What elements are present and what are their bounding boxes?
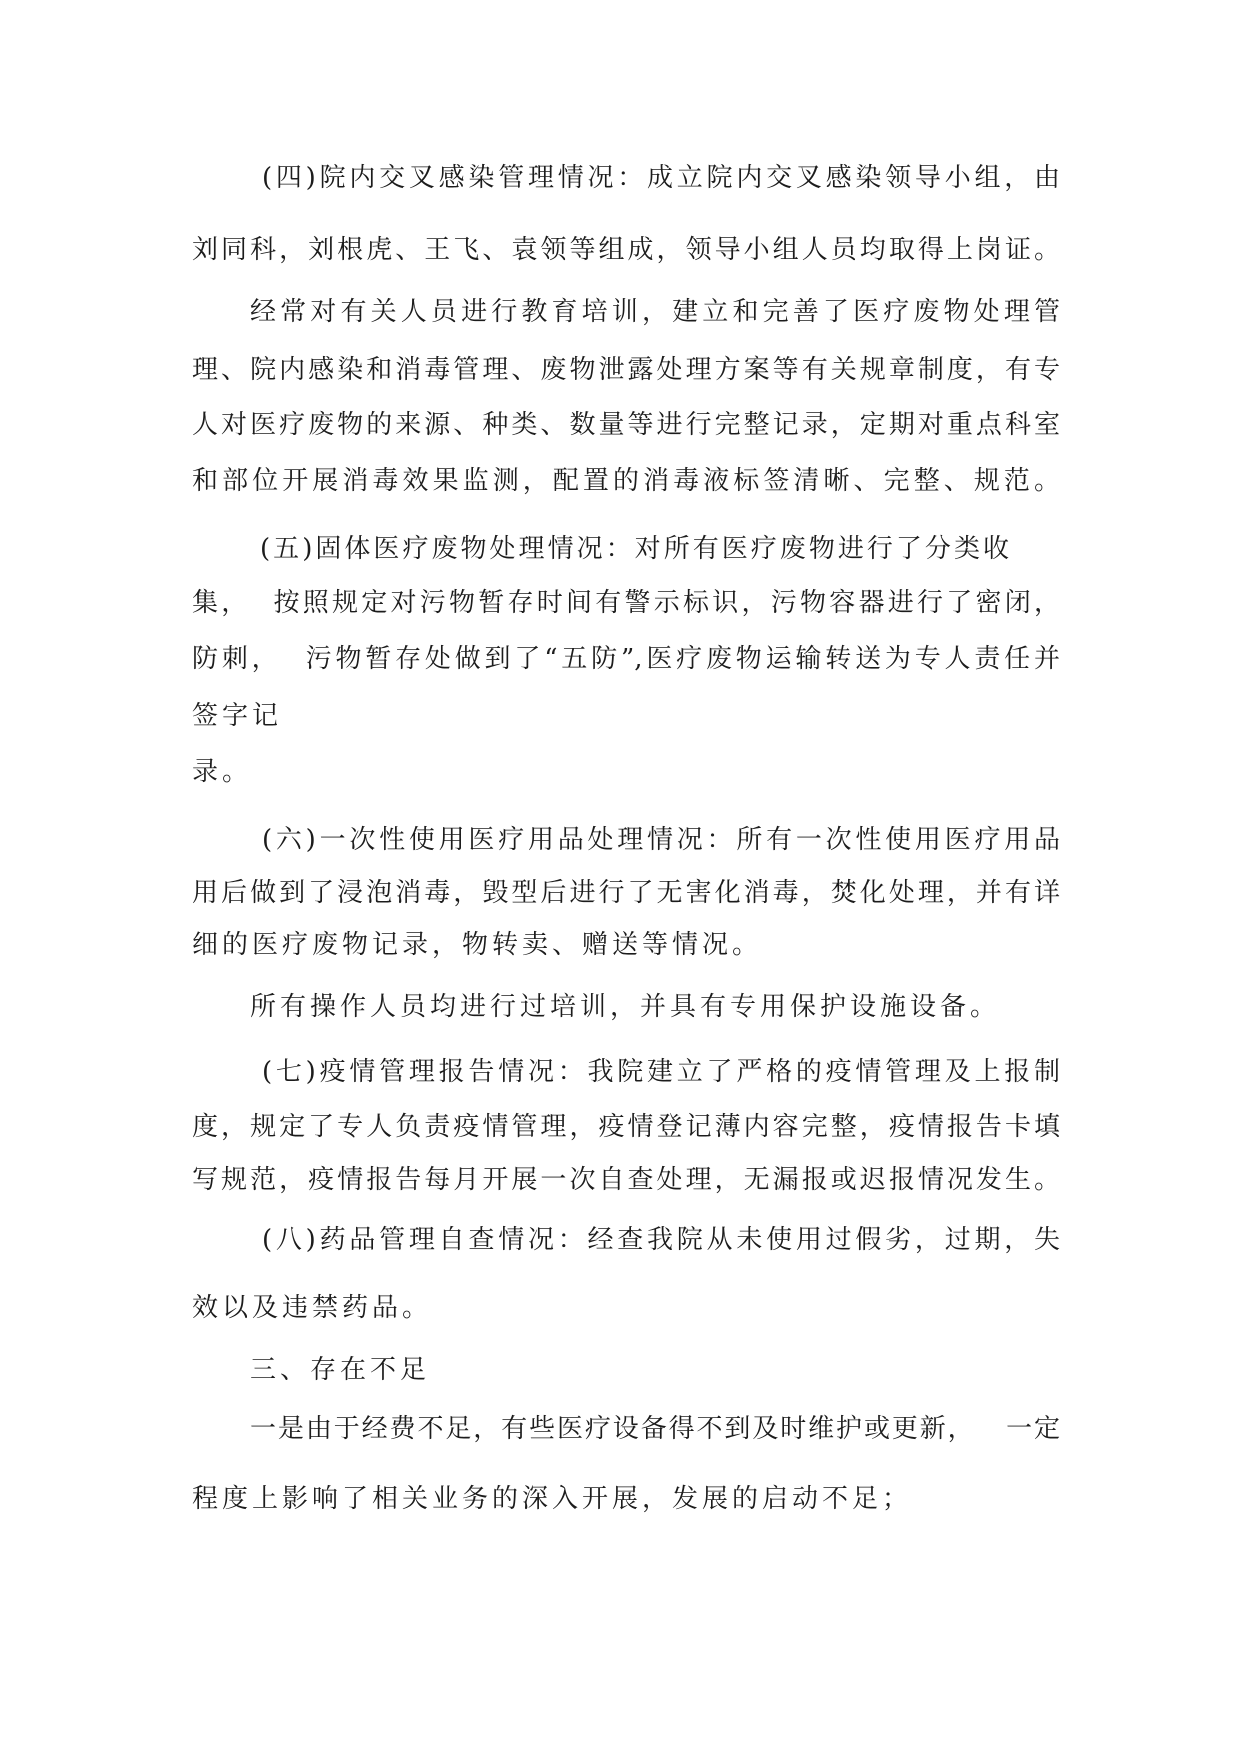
paragraph-training-line-4: 和部位开展消毒效果监测，配置的消毒液标签清晰、完整、规范。 (192, 466, 1060, 496)
paragraph-7-line-2: 度，规定了专人负责疫情管理，疫情登记薄内容完整，疫情报告卡填 (192, 1112, 1060, 1142)
paragraph-6-line-3: 细的医疗废物记录，物转卖、赠送等情况。 (192, 930, 763, 960)
section-heading-shortcomings: 三、存在不足 (250, 1355, 431, 1385)
paragraph-4-line-1: (四)院内交叉感染管理情况：成立院内交叉感染领导小组，由 (262, 163, 1060, 193)
paragraph-5-line-2: 集， 按照规定对污物暂存时间有警示标识，污物容器进行了密闭， (192, 588, 1060, 618)
paragraph-7-line-1: (七)疫情管理报告情况：我院建立了严格的疫情管理及上报制 (262, 1057, 1060, 1087)
paragraph-shortcoming-1-line-2: 程度上影响了相关业务的深入开展，发展的启动不足； (192, 1484, 913, 1514)
paragraph-6-line-1: (六)一次性使用医疗用品处理情况：所有一次性使用医疗用品 (262, 825, 1060, 855)
paragraph-training-line-2: 理、院内感染和消毒管理、废物泄露处理方案等有关规章制度，有专 (192, 355, 1060, 385)
paragraph-operators-line-1: 所有操作人员均进行过培训，并具有专用保护设施设备。 (250, 992, 1001, 1022)
paragraph-8-line-1: (八)药品管理自查情况：经查我院从未使用过假劣，过期，失 (262, 1225, 1060, 1255)
paragraph-5-line-3: 防刺， 污物暂存处做到了“五防”,医疗废物运输转送为专人责任并 (192, 644, 1060, 674)
paragraph-8-line-2: 效以及违禁药品。 (192, 1293, 433, 1323)
paragraph-shortcoming-1-line-1: 一是由于经费不足，有些医疗设备得不到及时维护或更新， 一定 (250, 1414, 1060, 1444)
paragraph-5-line-5: 录。 (192, 757, 253, 787)
paragraph-training-line-3: 人对医疗废物的来源、种类、数量等进行完整记录，定期对重点科室 (192, 410, 1060, 440)
paragraph-5-line-1: (五)固体医疗废物处理情况：对所有医疗废物进行了分类收 (260, 534, 1009, 564)
paragraph-4-line-2: 刘同科，刘根虎、王飞、袁领等组成，领导小组人员均取得上岗证。 (192, 235, 1060, 265)
paragraph-6-line-2: 用后做到了浸泡消毒，毁型后进行了无害化消毒，焚化处理，并有详 (192, 878, 1060, 908)
paragraph-5-line-4: 签字记 (192, 701, 283, 731)
paragraph-7-line-3: 写规范，疫情报告每月开展一次自查处理，无漏报或迟报情况发生。 (192, 1165, 1060, 1195)
paragraph-training-line-1: 经常对有关人员进行教育培训，建立和完善了医疗废物处理管 (250, 297, 1060, 327)
